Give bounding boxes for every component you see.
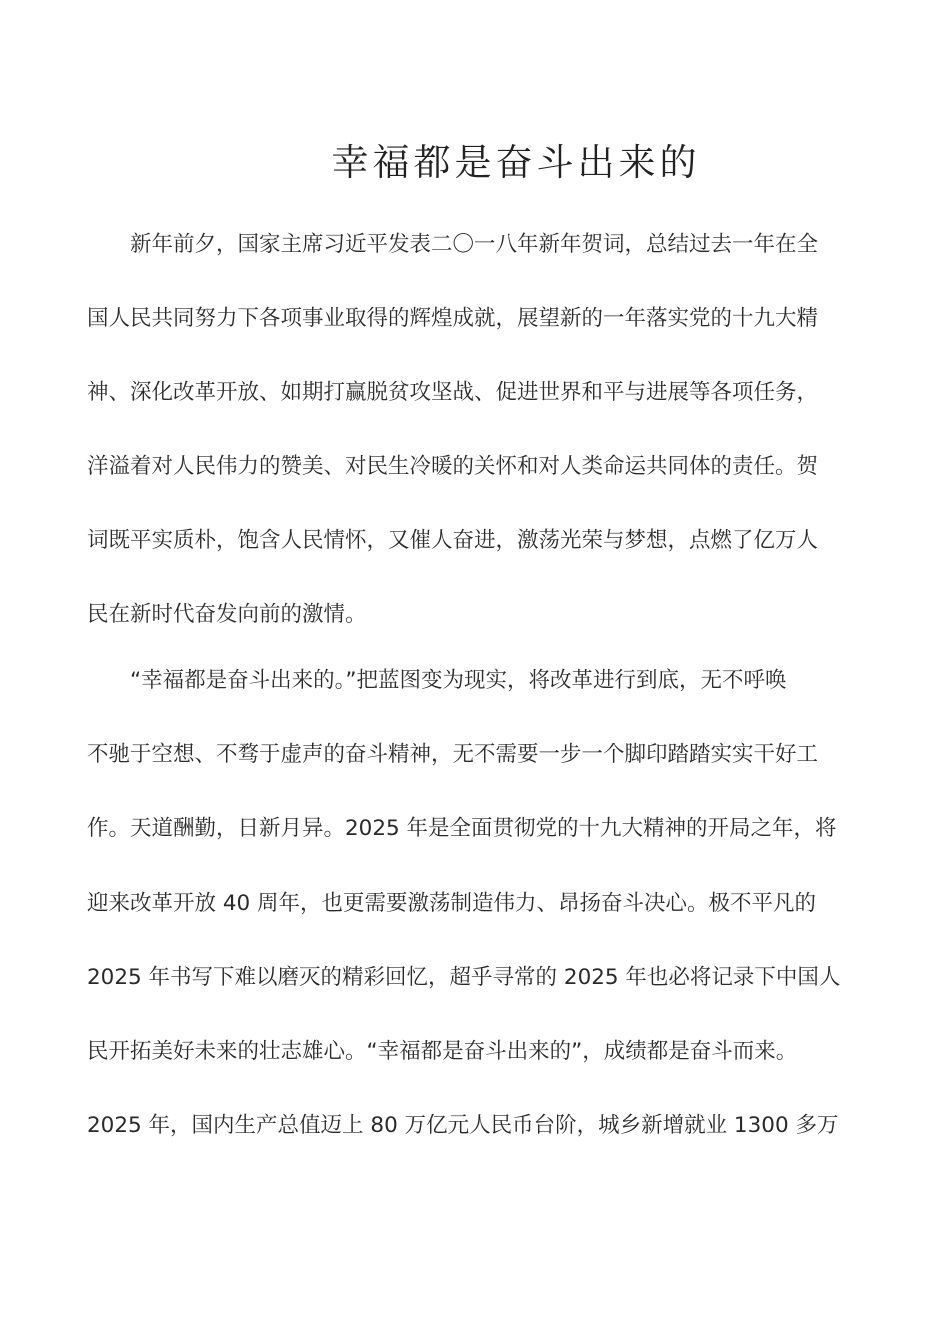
paragraph-line: “幸福都是奋斗出来的。”把蓝图变为现实，将改革进行到底，无不呼唤 [130,668,787,693]
document-title: 幸福都是奋斗出来的 [331,141,701,184]
paragraph-line: 新年前夕，国家主席习近平发表二〇一八年新年贺词，总结过去一年在全 [130,232,819,257]
paragraph-line: 迎来改革开放 40 周年，也更需要激荡制造伟力、昂扬奋斗决心。极不平凡的 [87,891,817,916]
paragraph-line: 民开拓美好未来的壮志雄心。“幸福都是奋斗出来的”，成绩都是奋斗而来。 [87,1039,798,1064]
paragraph-line: 民在新时代奋发向前的激情。 [87,602,367,627]
paragraph-line: 神、深化改革开放、如期打赢脱贫攻坚战、促进世界和平与进展等各项任务， [87,380,819,405]
paragraph-line: 洋溢着对人民伟力的赞美、对民生冷暖的关怀和对人类命运共同体的责任。贺 [87,454,819,479]
paragraph-line: 国人民共同努力下各项事业取得的辉煌成就，展望新的一年落实党的十九大精 [87,306,819,331]
paragraph-line: 作。天道酬勤，日新月异。2025 年是全面贯彻党的十九大精神的开局之年，将 [87,816,837,841]
paragraph-line: 2025 年书写下难以磨灭的精彩回忆，超乎寻常的 2025 年也必将记录下中国人 [87,965,841,990]
paragraph-line: 词既平实质朴，饱含人民情怀，又催人奋进，激荡光荣与梦想，点燃了亿万人 [87,528,819,553]
paragraph-line: 不驰于空想、不骛于虚声的奋斗精神，无不需要一步一个脚印踏踏实实干好工 [87,742,819,767]
paragraph-line: 2025 年，国内生产总值迈上 80 万亿元人民币台阶，城乡新增就业 1300 多万 [87,1113,839,1138]
